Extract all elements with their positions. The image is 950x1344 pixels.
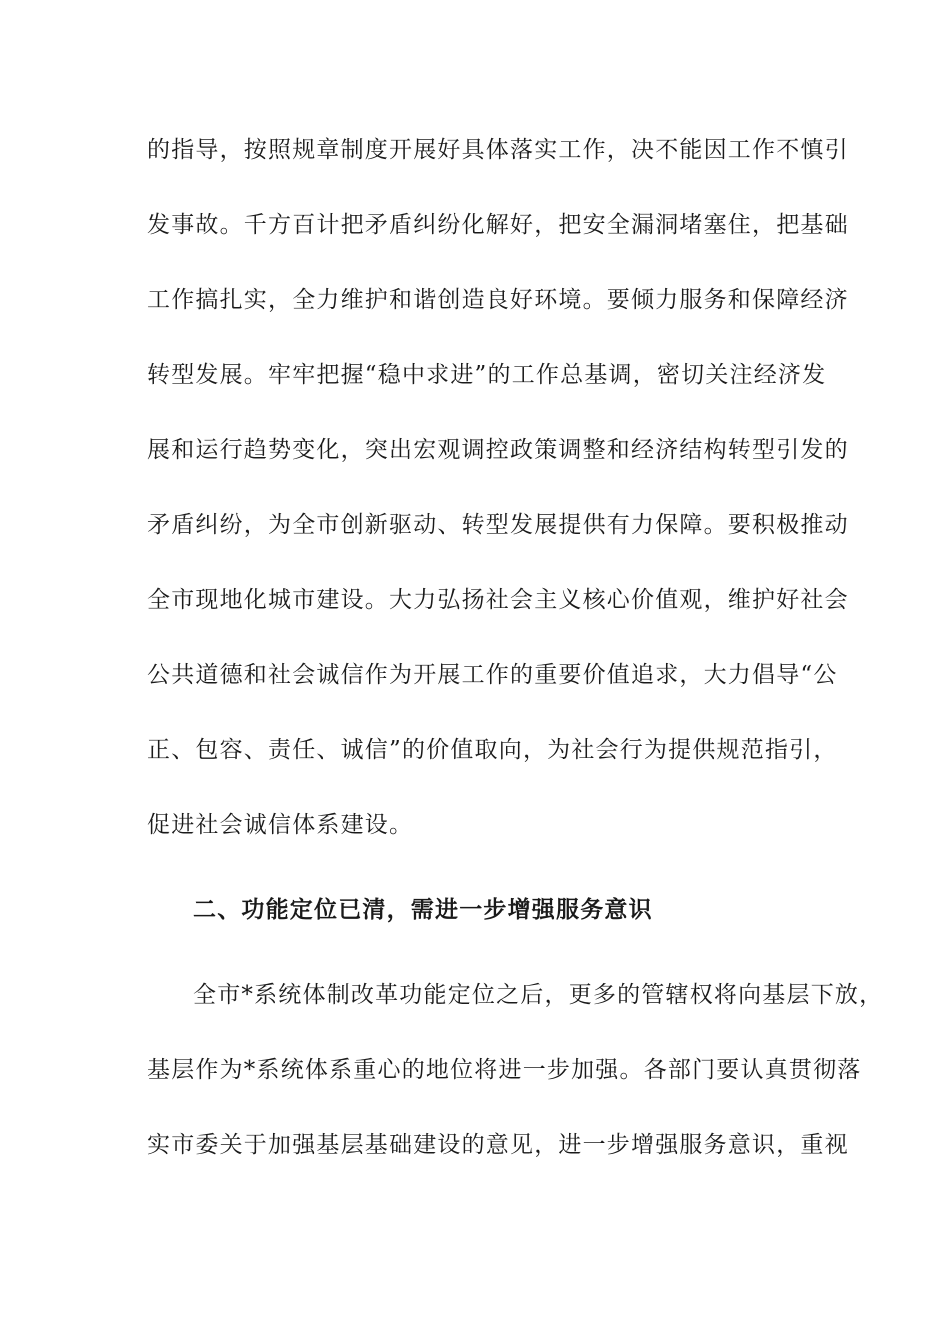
paragraph-line: 全市*系统体制改革功能定位之后，更多的管辖权将向基层下放，	[193, 982, 884, 1008]
section-heading: 二、功能定位已清，需进一步增强服务意识	[193, 897, 653, 923]
paragraph-line: 发事故。千方百计把矛盾纠纷化解好，把安全漏洞堵塞住，把基础	[147, 212, 849, 238]
paragraph-line: 全市现地化城市建设。大力弘扬社会主义核心价值观，维护好社会	[147, 587, 849, 613]
paragraph-line: 正、包容、责任、诚信”的价值取向，为社会行为提供规范指引，	[147, 737, 838, 763]
paragraph-line: 的指导，按照规章制度开展好具体落实工作，决不能因工作不慎引	[147, 137, 849, 163]
paragraph-line: 实市委关于加强基层基础建设的意见，进一步增强服务意识，重视	[147, 1132, 849, 1158]
paragraph-line: 展和运行趋势变化，突出宏观调控政策调整和经济结构转型引发的	[147, 437, 849, 463]
paragraph-line: 工作搞扎实，全力维护和谐创造良好环境。要倾力服务和保障经济	[147, 287, 849, 313]
paragraph-line: 公共道德和社会诚信作为开展工作的重要价值追求，大力倡导“公	[147, 662, 838, 688]
paragraph-line: 矛盾纠纷，为全市创新驱动、转型发展提供有力保障。要积极推动	[147, 512, 849, 538]
paragraph-line: 基层作为*系统体系重心的地位将进一步加强。各部门要认真贯彻落	[147, 1057, 862, 1083]
paragraph-line: 转型发展。牢牢把握“稳中求进”的工作总基调，密切关注经济发	[147, 362, 827, 388]
paragraph-line: 促进社会诚信体系建设。	[147, 812, 414, 838]
